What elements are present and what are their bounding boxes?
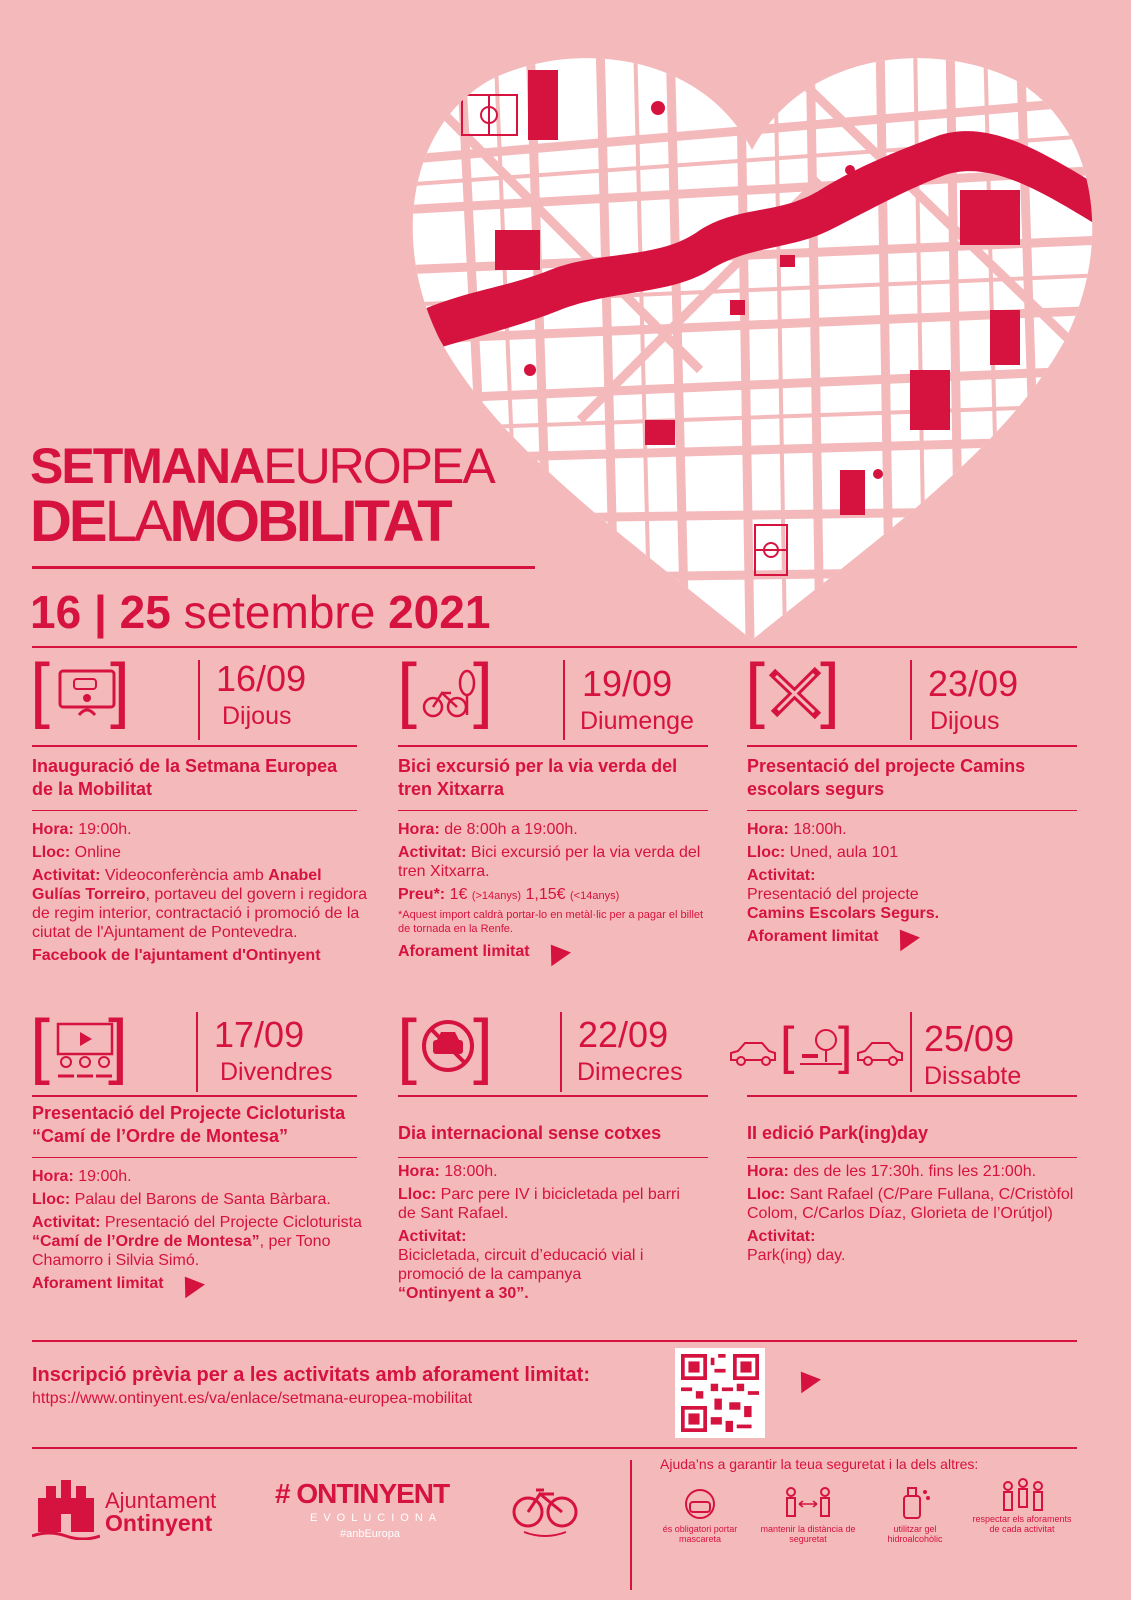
bracket-left: [: [30, 650, 51, 730]
title-underline: [32, 566, 535, 569]
registration-title: Inscripció prèvia per a les activitats amb aforament limitat:: [32, 1364, 590, 1386]
sanitizer-icon: [898, 1484, 932, 1520]
ajuntament-logo-text: Ajuntament Ontinyent: [105, 1488, 217, 1536]
event-details: Hora: 18:00h. Lloc: Uned, aula 101 Activitat: Presentació del projecte Camins Escolars Segurs. Aforament limitat: [747, 820, 1077, 950]
registration-url[interactable]: https://www.ontinyent.es/va/enlace/setmana-europea-mobilitat: [32, 1390, 473, 1407]
bracket-left: [: [780, 1017, 795, 1075]
event-date: 16/09: [216, 658, 307, 699]
vertical-divider: [563, 660, 565, 740]
vertical-divider: [196, 1012, 198, 1092]
event-day: Diumenge: [580, 707, 694, 735]
safety-item-sanitizer: utilitzar gel hidroalcohòlic: [887, 1524, 943, 1544]
car-icon: [728, 1038, 778, 1068]
footer-divider: [630, 1460, 632, 1590]
arrow-icon: [541, 938, 571, 967]
vertical-divider: [198, 660, 200, 740]
bracket-right: ]: [820, 650, 841, 730]
date-month: setembre: [183, 586, 376, 638]
event-divider: [32, 1095, 357, 1097]
event-day: Dijous: [930, 707, 1000, 735]
hashtag-text: #anbEuropa: [340, 1528, 400, 1540]
event-divider: [398, 745, 708, 747]
safety-item-capacity: respectar els aforaments de cada activitat: [972, 1514, 1072, 1534]
capacity-icon: [1000, 1478, 1046, 1512]
event-day: Divendres: [220, 1058, 333, 1086]
title-la: LA: [104, 489, 170, 554]
arrow-icon: [890, 923, 920, 952]
event-date: 17/09: [214, 1014, 305, 1055]
event-day: Dissabte: [924, 1062, 1022, 1090]
title-europea: EUROPEA: [263, 438, 494, 494]
bracket-left: [: [30, 1006, 51, 1086]
bracket-right: ]: [473, 650, 494, 730]
arrow-icon: [175, 1270, 205, 1299]
event-subdivider: [747, 810, 1077, 811]
event-day: Dimecres: [577, 1058, 683, 1086]
event-divider: [398, 1095, 708, 1097]
event-details: Hora: des de les 17:30h. fins les 21:00h. Lloc: Sant Rafael (C/Pare Fullana, C/Cristòfol Colom, C/Carlos Díaz, Glorieta de l’Orútjol) Activitat: Park(ing) day.: [747, 1163, 1074, 1264]
mask-icon: [680, 1488, 720, 1520]
safety-item-distance: mantenir la distància de seguretat: [760, 1524, 856, 1544]
ontinyent-logo: # ONTINYENT: [275, 1478, 450, 1509]
aforament-label: Aforament limitat: [32, 1275, 164, 1292]
bracket-right: ]: [838, 1017, 853, 1075]
date-start: 16: [30, 586, 82, 638]
event-heading: Presentació del projecte Camins escolars segurs: [747, 756, 1026, 799]
event-date: 19/09: [582, 663, 673, 704]
event-date: 25/09: [924, 1018, 1015, 1059]
event-subdivider: [398, 1157, 708, 1158]
vertical-divider: [560, 1012, 562, 1092]
event-subdivider: [32, 810, 357, 811]
event-details: Hora: 19:00h. Lloc: Online Activitat: Videoconferència amb Anabel Gulías Torreiro, portaveu del govern i regidora de regim interior, contractació i promoció de la ciutat de l'Ajuntament de Pontevedra. Facebook de l'ajuntament d'Ontinyent: [32, 821, 367, 964]
evoluciona-text: EVOLUCIONA: [310, 1512, 443, 1524]
event-date: 23/09: [928, 663, 1019, 704]
event-divider: [747, 745, 1077, 747]
bracket-right: ]: [108, 1006, 129, 1086]
arrow-icon: [791, 1365, 821, 1394]
event-divider: [32, 745, 357, 747]
vertical-divider: [910, 1012, 912, 1092]
event-details: Hora: de 8:00h a 19:00h. Activitat: Bici excursió per la via verda del tren Xitxarra. Preu*: 1€ (>14anys) 1,15€ (<14anys) *Aquest import caldrà portar-lo en metàl·lic per a pagar el billet de tornada en la Renfe. Aforament limitat: [398, 820, 718, 965]
aforament-label: Aforament limitat: [747, 928, 879, 945]
vertical-divider: [910, 660, 912, 740]
heart-map-illustration: [400, 40, 1105, 640]
event-details: Hora: 18:00h. Lloc: Parc pere IV i bicicletada pel barri de Sant Rafael. Activitat: Bicicletada, circuit d’educació vial i promoció de la campanya “Ontinyent a 30”.: [398, 1163, 680, 1302]
event-heading: II edició Park(ing)day: [747, 1123, 929, 1143]
event-heading: Dia internacional sense cotxes: [398, 1123, 662, 1143]
bracket-right: ]: [110, 650, 131, 730]
ajuntament-crest-icon: [32, 1478, 100, 1540]
bicycle-logo-icon: [510, 1478, 580, 1542]
aforament-label: Aforament limitat: [398, 943, 530, 960]
title-de: DE: [30, 489, 105, 554]
title-line-2: [30, 489, 450, 554]
divider-top: [32, 646, 1077, 648]
qr-code-image: [681, 1354, 759, 1432]
divider-registration: [32, 1340, 1077, 1342]
title-mobilitat: MOBILITAT: [169, 489, 450, 554]
divider-footer: [32, 1447, 1077, 1449]
title-setmana: SETMANA: [30, 438, 264, 494]
date-end: 25: [119, 586, 171, 638]
event-date: 22/09: [578, 1014, 669, 1055]
qr-code[interactable]: [675, 1348, 765, 1438]
safety-title: Ajuda’ns a garantir la teua seguretat i la dels altres:: [660, 1456, 979, 1472]
title-line-1: [30, 440, 494, 492]
bracket-right: ]: [473, 1006, 494, 1086]
bracket-left: [: [397, 650, 418, 730]
event-divider: [747, 1095, 1077, 1097]
car-icon: [855, 1038, 905, 1068]
event-dates: [30, 585, 490, 639]
facebook-link[interactable]: Facebook de l'ajuntament d'Ontinyent: [32, 947, 321, 964]
price-note: *Aquest import caldrà portar-lo en metàl·lic per a pagar el billet de tornada en la Renfe.: [398, 909, 704, 935]
date-year: 2021: [388, 586, 491, 638]
distance-icon: [783, 1486, 833, 1520]
event-subdivider: [747, 1157, 1077, 1158]
bracket-left: [: [745, 650, 766, 730]
event-day: Dijous: [222, 702, 292, 730]
event-heading: Bici excursió per la via verda del tren Xitxarra: [398, 756, 678, 799]
event-details: Hora: 19:00h. Lloc: Palau del Barons de Santa Bàrbara. Activitat: Presentació del Projecte Cicloturista “Camí de l’Ordre de Montesa”, per Tono Chamorro i Silvia Simó. Aforament limitat: [32, 1167, 362, 1297]
safety-item-mask: és obligatori portar mascareta: [662, 1524, 738, 1544]
event-heading: Presentació del Projecte Cicloturista “Camí de l’Ordre de Montesa”: [32, 1103, 346, 1146]
event-subdivider: [32, 1157, 357, 1158]
event-heading: Inauguració de la Setmana Europea de la Mobilitat: [32, 756, 338, 799]
date-sep: |: [93, 586, 107, 638]
event-subdivider: [398, 810, 708, 811]
bracket-left: [: [397, 1006, 418, 1086]
